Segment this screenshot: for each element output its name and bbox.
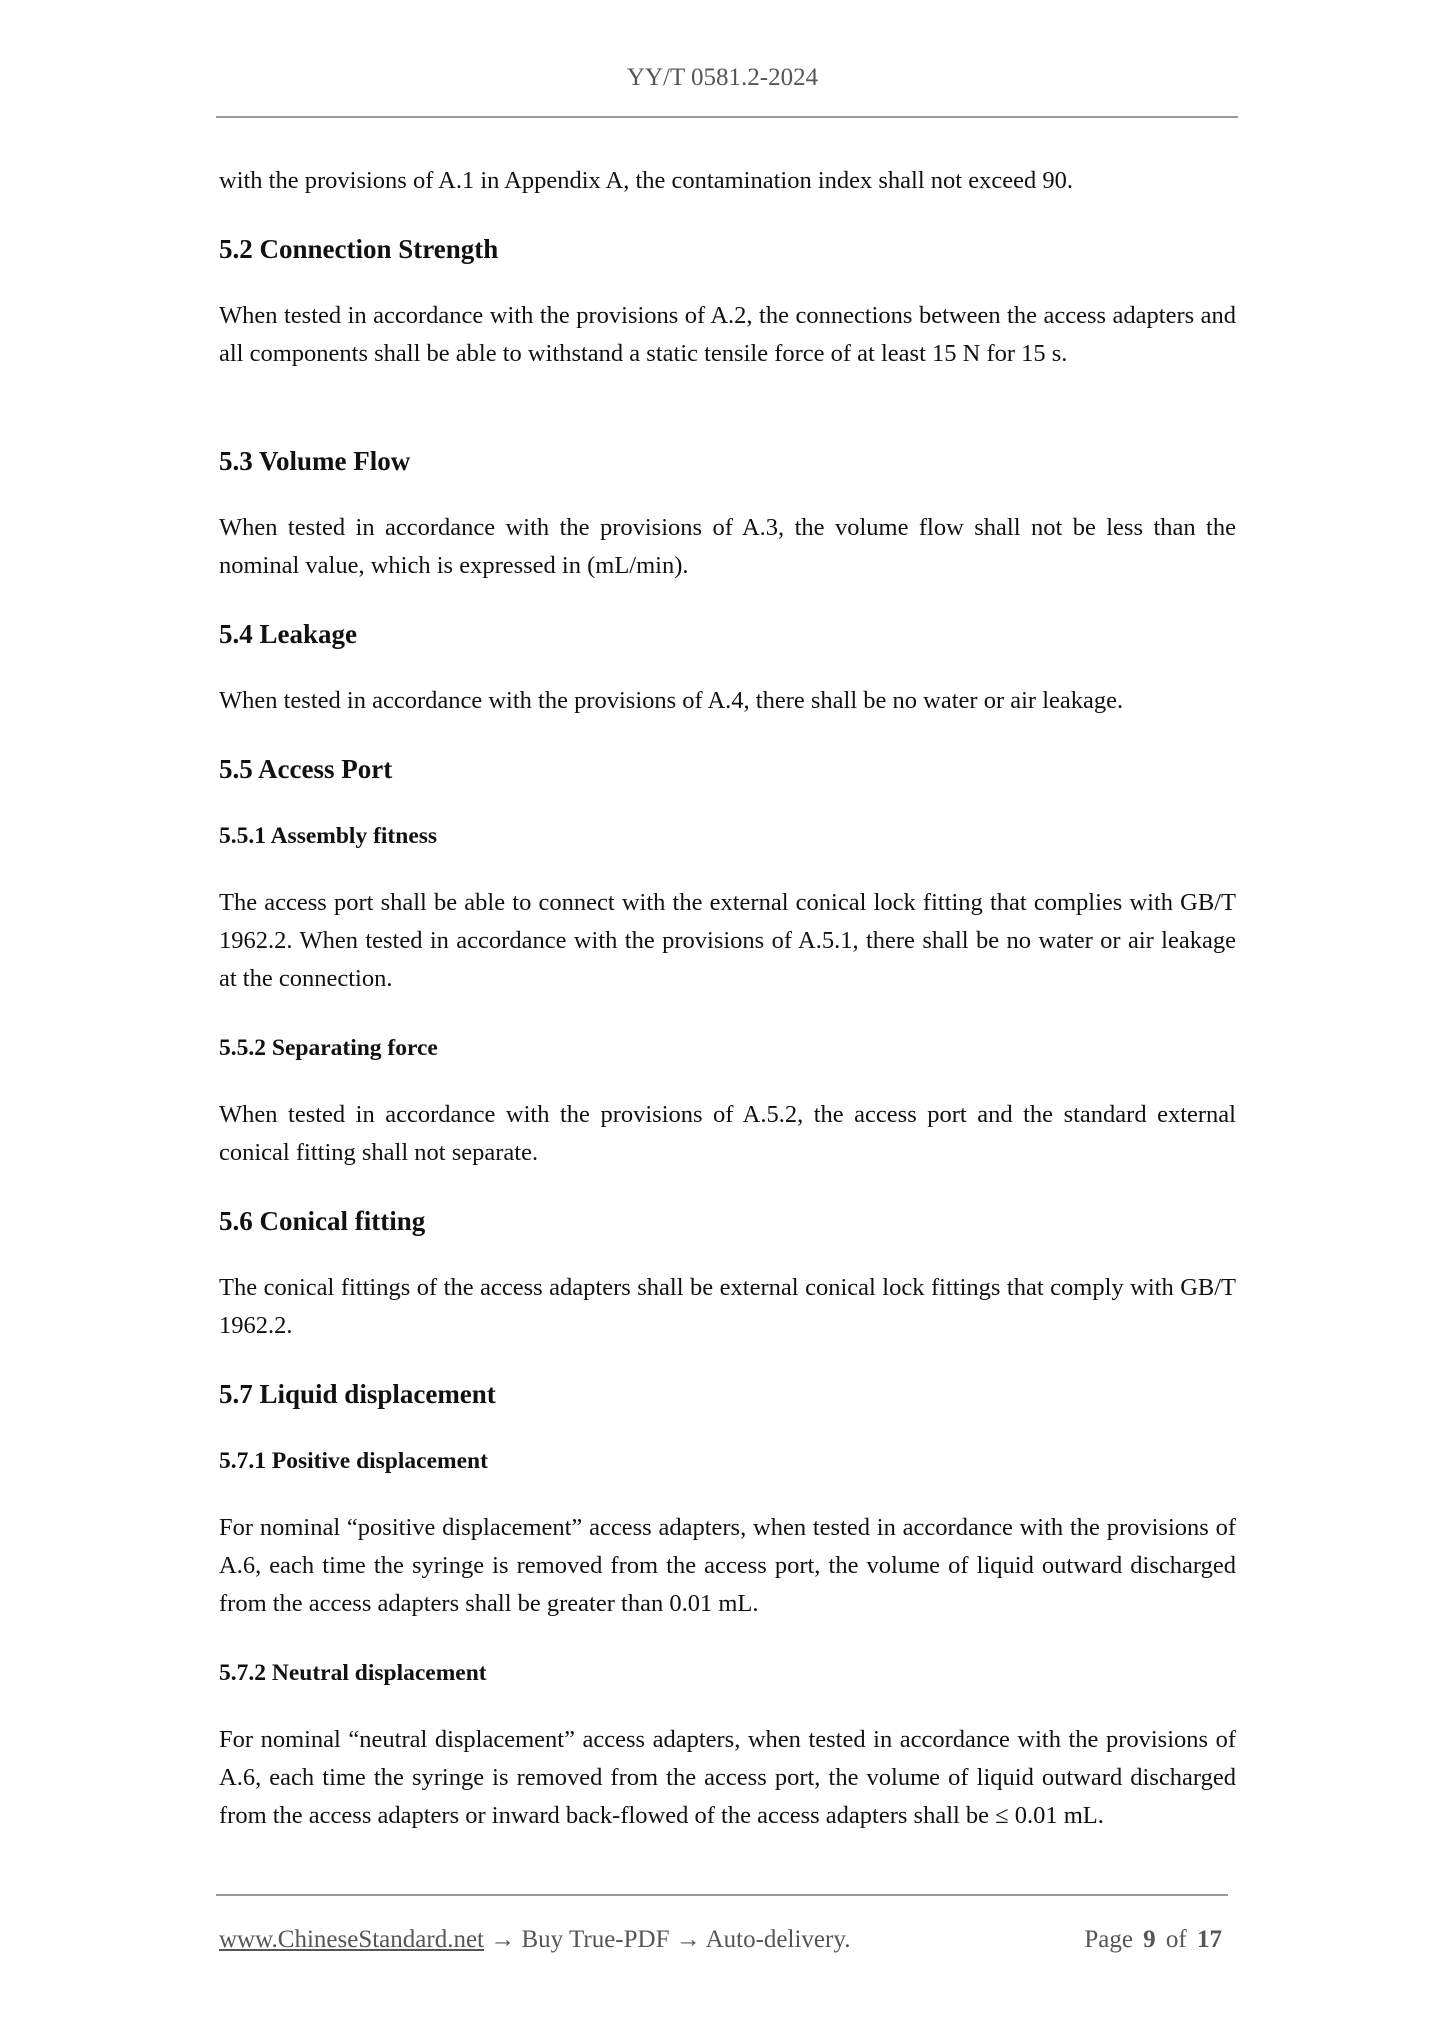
buy-pdf-text: Buy True-PDF	[521, 1926, 670, 1953]
arrow-right-icon: →	[675, 1926, 701, 1953]
heading-5-5-2: 5.5.2 Separating force	[219, 1035, 438, 1061]
heading-5-5: 5.5 Access Port	[219, 754, 393, 784]
document-code-header: YY/T 0581.2-2024	[626, 64, 819, 91]
paragraph-5-7-1: For nominal “positive displacement” access adapters, when tested in accordance with the provisions of A.6, each time the syringe is removed from the access port, the volume of liquid outward discharged from the access adapters shall be greater than 0.01 mL.	[219, 1514, 1236, 1617]
page-label: Page	[1084, 1926, 1133, 1953]
page-number	[1084, 1926, 1222, 1954]
paragraph-5-2: When tested in accordance with the provisions of A.2, the connections between the access adapters and all components shall be able to withstand a static tensile force of at least 15 N for 15 s.	[219, 302, 1236, 367]
paragraph-5-3: When tested in accordance with the provisions of A.3, the volume flow shall not be less than the nominal value, which is expressed in (mL/min).	[219, 514, 1236, 579]
delivery-text: Auto-delivery.	[705, 1926, 851, 1953]
heading-5-7-1: 5.7.1 Positive displacement	[219, 1448, 488, 1474]
paragraph-5-6: The conical fittings of the access adapters shall be external conical lock fittings that comply with GB/T 1962.2.	[219, 1274, 1236, 1339]
paragraph-5-7-2: For nominal “neutral displacement” access adapters, when tested in accordance with the provisions of A.6, each time the syringe is removed from the access port, the volume of liquid outward discharged from the access adapters or inward back-flowed of the access adapters shall be ≤ 0.01 mL.	[219, 1726, 1236, 1829]
arrow-right-icon: →	[490, 1926, 516, 1953]
of-label: of	[1165, 1926, 1187, 1953]
header-divider	[216, 116, 1238, 118]
paragraph-5-5-1: The access port shall be able to connect with the external conical lock fitting that complies with GB/T 1962.2. When tested in accordance with the provisions of A.5.1, there shall be no water or air leakage at the connection.	[219, 889, 1236, 992]
current-page: 9	[1143, 1926, 1156, 1953]
total-pages: 17	[1197, 1926, 1222, 1953]
heading-5-2: 5.2 Connection Strength	[219, 234, 499, 264]
paragraph-continuation: with the provisions of A.1 in Appendix A, the contamination index shall not exceed 90.	[219, 167, 1073, 194]
heading-5-3: 5.3 Volume Flow	[219, 446, 411, 476]
paragraph-5-4: When tested in accordance with the provisions of A.4, there shall be no water or air leakage.	[219, 687, 1124, 714]
heading-5-6: 5.6 Conical fitting	[219, 1206, 426, 1236]
paragraph-5-5-2: When tested in accordance with the provisions of A.5.2, the access port and the standard external conical fitting shall not separate.	[219, 1101, 1236, 1166]
heading-5-5-1: 5.5.1 Assembly fitness	[219, 823, 438, 849]
heading-5-7: 5.7 Liquid displacement	[219, 1379, 496, 1409]
heading-5-4: 5.4 Leakage	[219, 619, 357, 649]
heading-5-7-2: 5.7.2 Neutral displacement	[219, 1660, 487, 1686]
website-link[interactable]: www.ChineseStandard.net	[219, 1926, 484, 1953]
footer-promo	[219, 1926, 850, 1954]
footer-divider	[216, 1894, 1228, 1896]
